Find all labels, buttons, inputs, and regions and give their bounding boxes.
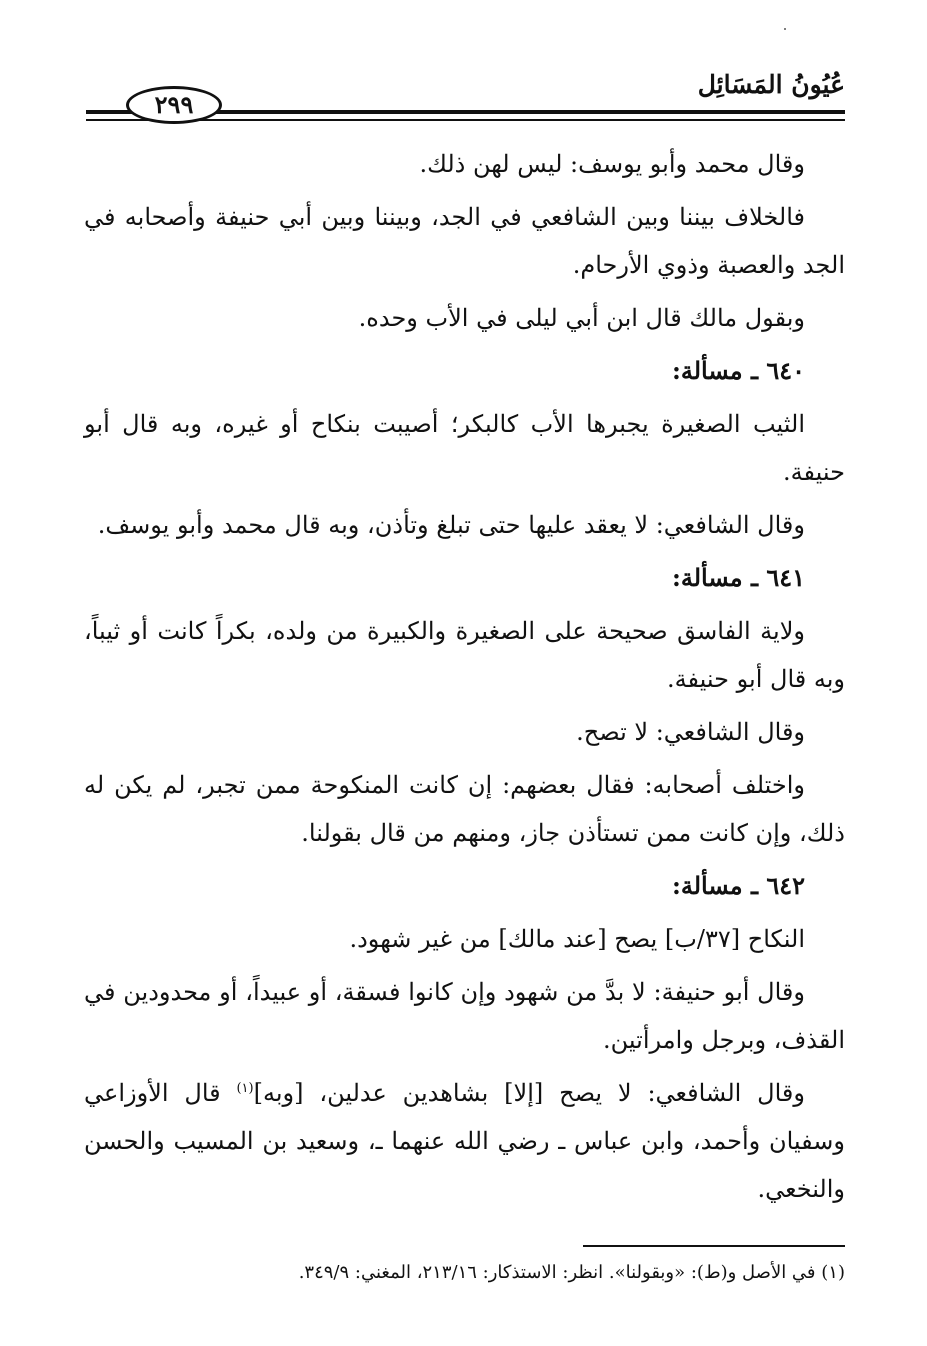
paragraph: فالخلاف بيننا وبين الشافعي في الجد، وبيننا وبين أبي حنيفة وأصحابه في الجد والعصبة وذوي الأرحام. bbox=[84, 203, 845, 279]
paragraph: ولاية الفاسق صحيحة على الصغيرة والكبيرة من ولده، بكراً كانت أو ثيباً، وبه قال أبو حنيفة. bbox=[84, 617, 845, 693]
paragraph-text-before: وقال الشافعي: لا يصح [إلا] بشاهدين عدلين، [وبه] bbox=[253, 1079, 805, 1107]
paragraph: وقال محمد وأبو يوسف: ليس لهن ذلك. bbox=[419, 150, 805, 178]
issue-heading: ٦٤٢ ـ مسألة: bbox=[671, 871, 805, 900]
paragraph-text-after: قال الأوزاعي وسفيان وأحمد، وابن عباس ـ رضي الله عنهما ـ، وسعيد بن المسيب والحسن والنخعي. bbox=[84, 1079, 845, 1203]
running-header-title: عُيُونُ المَسَائِل bbox=[697, 70, 845, 99]
paragraph: واختلف أصحابه: فقال بعضهم: إن كانت المنكوحة ممن تجبر، لم يكن له ذلك، وإن كانت ممن تستأذن جاز، ومنهم من قال بقولنا. bbox=[84, 771, 845, 847]
issue-heading: ٦٤٠ ـ مسألة: bbox=[671, 356, 805, 385]
paragraph-with-footnote bbox=[84, 1069, 845, 1213]
paragraph: الثيب الصغيرة يجبرها الأب كالبكر؛ أصيبت بنكاح أو غيره، وبه قال أبو حنيفة. bbox=[84, 410, 845, 486]
paragraph: النكاح [٣٧/ب] يصح [عند مالك] من غير شهود. bbox=[349, 925, 805, 953]
footnote-marker: (١) bbox=[236, 1081, 254, 1096]
issue-heading: ٦٤١ ـ مسألة: bbox=[671, 563, 805, 592]
page-number-badge: ٢٩٩ bbox=[126, 86, 222, 124]
paragraph: وبقول مالك قال ابن أبي ليلى في الأب وحده. bbox=[358, 304, 805, 332]
body-text bbox=[84, 140, 845, 1218]
footnote-separator bbox=[583, 1245, 845, 1247]
footnote: (١) في الأصل و(ط): «وبقولنا». انظر: الاستذكار: ٢١٣/١٦، المغني: ٣٤٩/٩. bbox=[298, 1262, 845, 1283]
paragraph: وقال الشافعي: لا يعقد عليها حتى تبلغ وتأذن، وبه قال محمد وأبو يوسف. bbox=[97, 511, 805, 539]
paragraph: وقال الشافعي: لا تصح. bbox=[576, 718, 805, 746]
speck-mark bbox=[784, 28, 786, 30]
paragraph: وقال أبو حنيفة: لا بدَّ من شهود وإن كانوا فسقة، أو عبيداً، أو محدودين في القذف، وبرجل وامرأتين. bbox=[84, 978, 845, 1054]
